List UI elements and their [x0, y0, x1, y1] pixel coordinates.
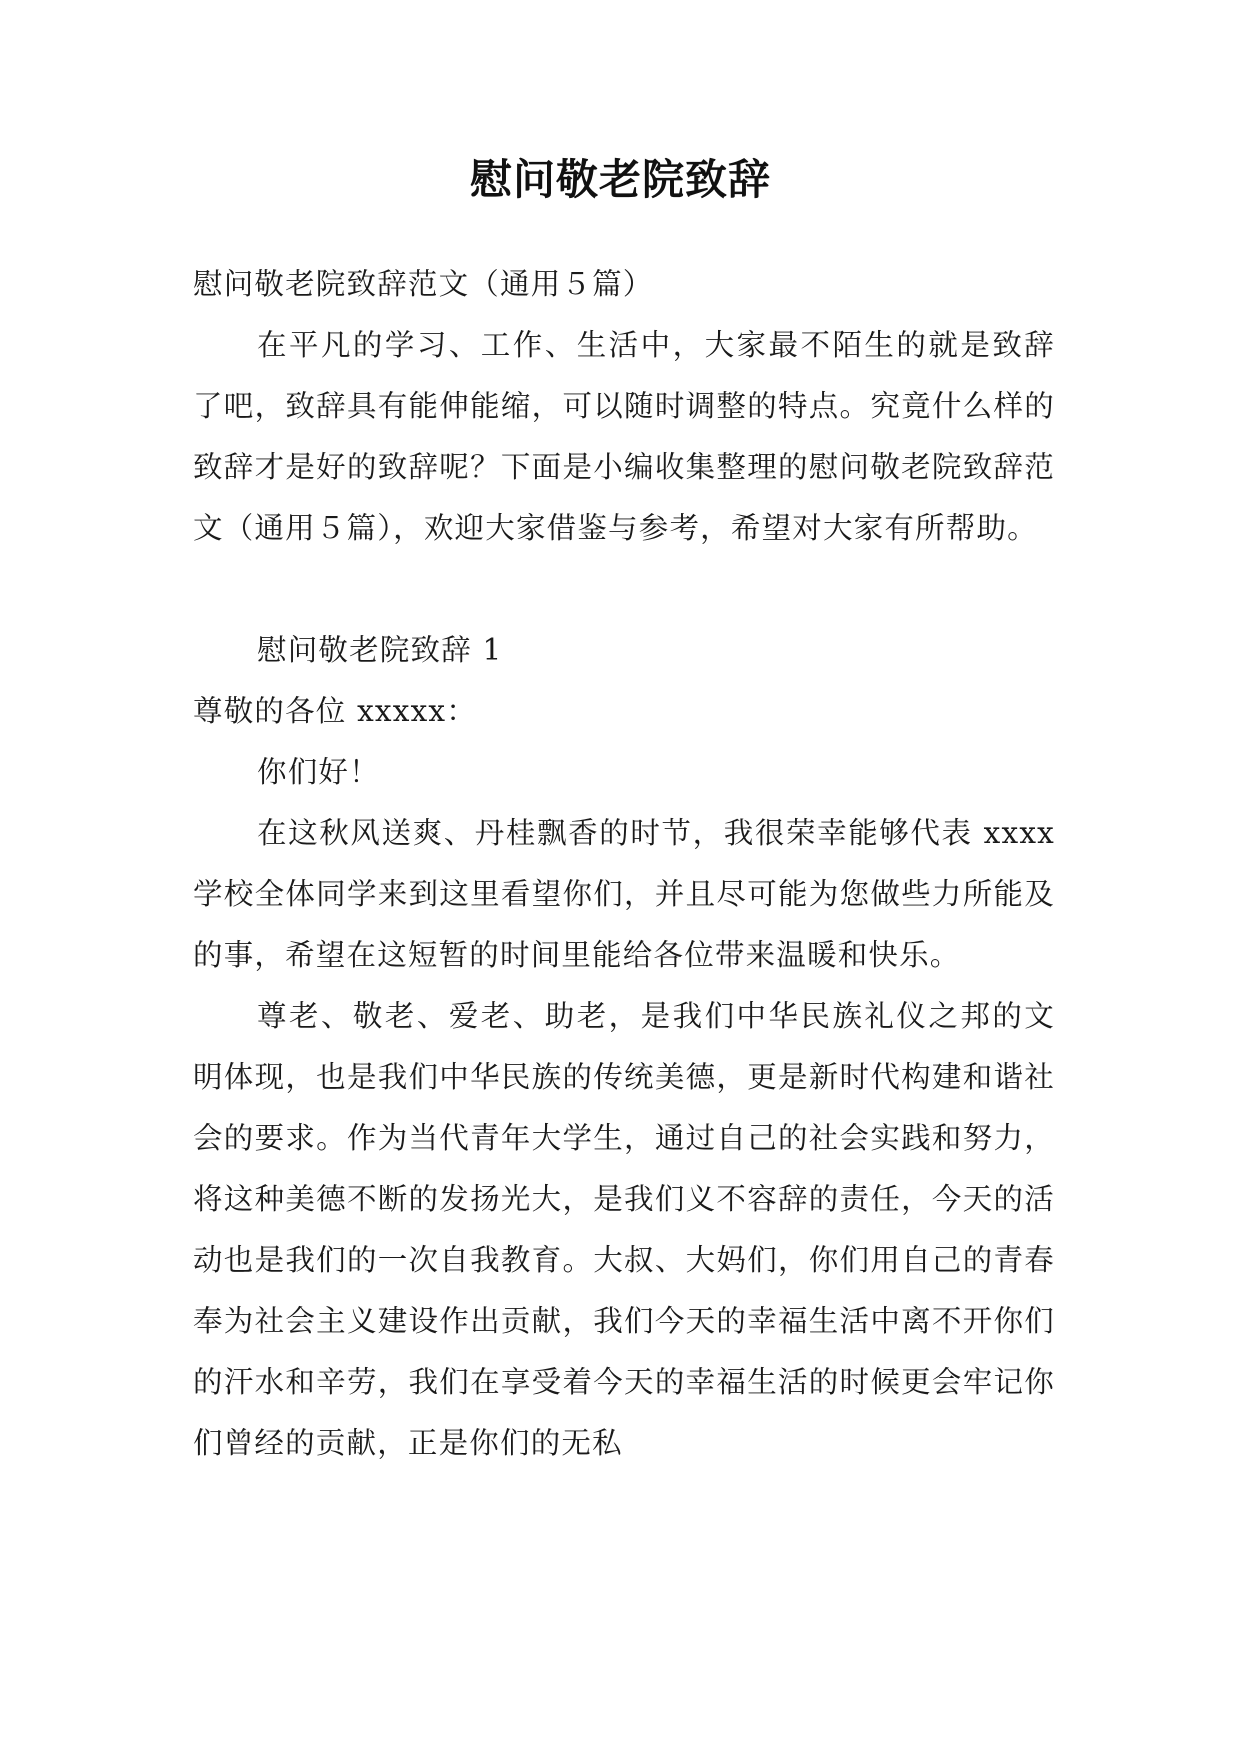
document-subtitle: 慰问敬老院致辞范文（通用５篇）	[193, 267, 654, 301]
paragraph-spacer	[193, 559, 1055, 620]
greeting: 你们好！	[257, 755, 380, 789]
document-title: 慰问敬老院致辞	[469, 155, 771, 204]
intro-paragraph: 在平凡的学习、工作、生活中，大家最不陌生的就是致辞了吧，致辞具有能伸能缩，可以随时调整的特点。究竟什么样的致辞才是好的致辞呢？下面是小编收集整理的慰问敬老院致辞范文（通用５篇），欢迎大家借鉴与参考，希望对大家有所帮助。	[193, 328, 1055, 545]
body-paragraph-2: 尊老、敬老、爱老、助老，是我们中华民族礼仪之邦的文明体现，也是我们中华民族的传统美德，更是新时代构建和谐社会的要求。作为当代青年大学生，通过自己的社会实践和努力，将这种美德不断的发扬光大，是我们义不容辞的责任，今天的活动也是我们的一次自我教育。大叔、大妈们，你们用自己的青春奉为社会主义建设作出贡献，我们今天的幸福生活中离不开你们的汗水和辛劳，我们在享受着今天的幸福生活的时候更会牢记你们曾经的贡献，正是你们的无私	[193, 999, 1055, 1460]
salutation: 尊敬的各位 xxxxx：	[193, 694, 477, 728]
body-paragraph-1: 在这秋风送爽、丹桂飘香的时节，我很荣幸能够代表 xxxx 学校全体同学来到这里看望你们，并且尽可能为您做些力所能及的事，希望在这短暂的时间里能给各位带来温暖和快乐。	[193, 816, 1055, 972]
section-heading: 慰问敬老院致辞 1	[257, 633, 503, 667]
document-body	[193, 254, 1055, 1474]
